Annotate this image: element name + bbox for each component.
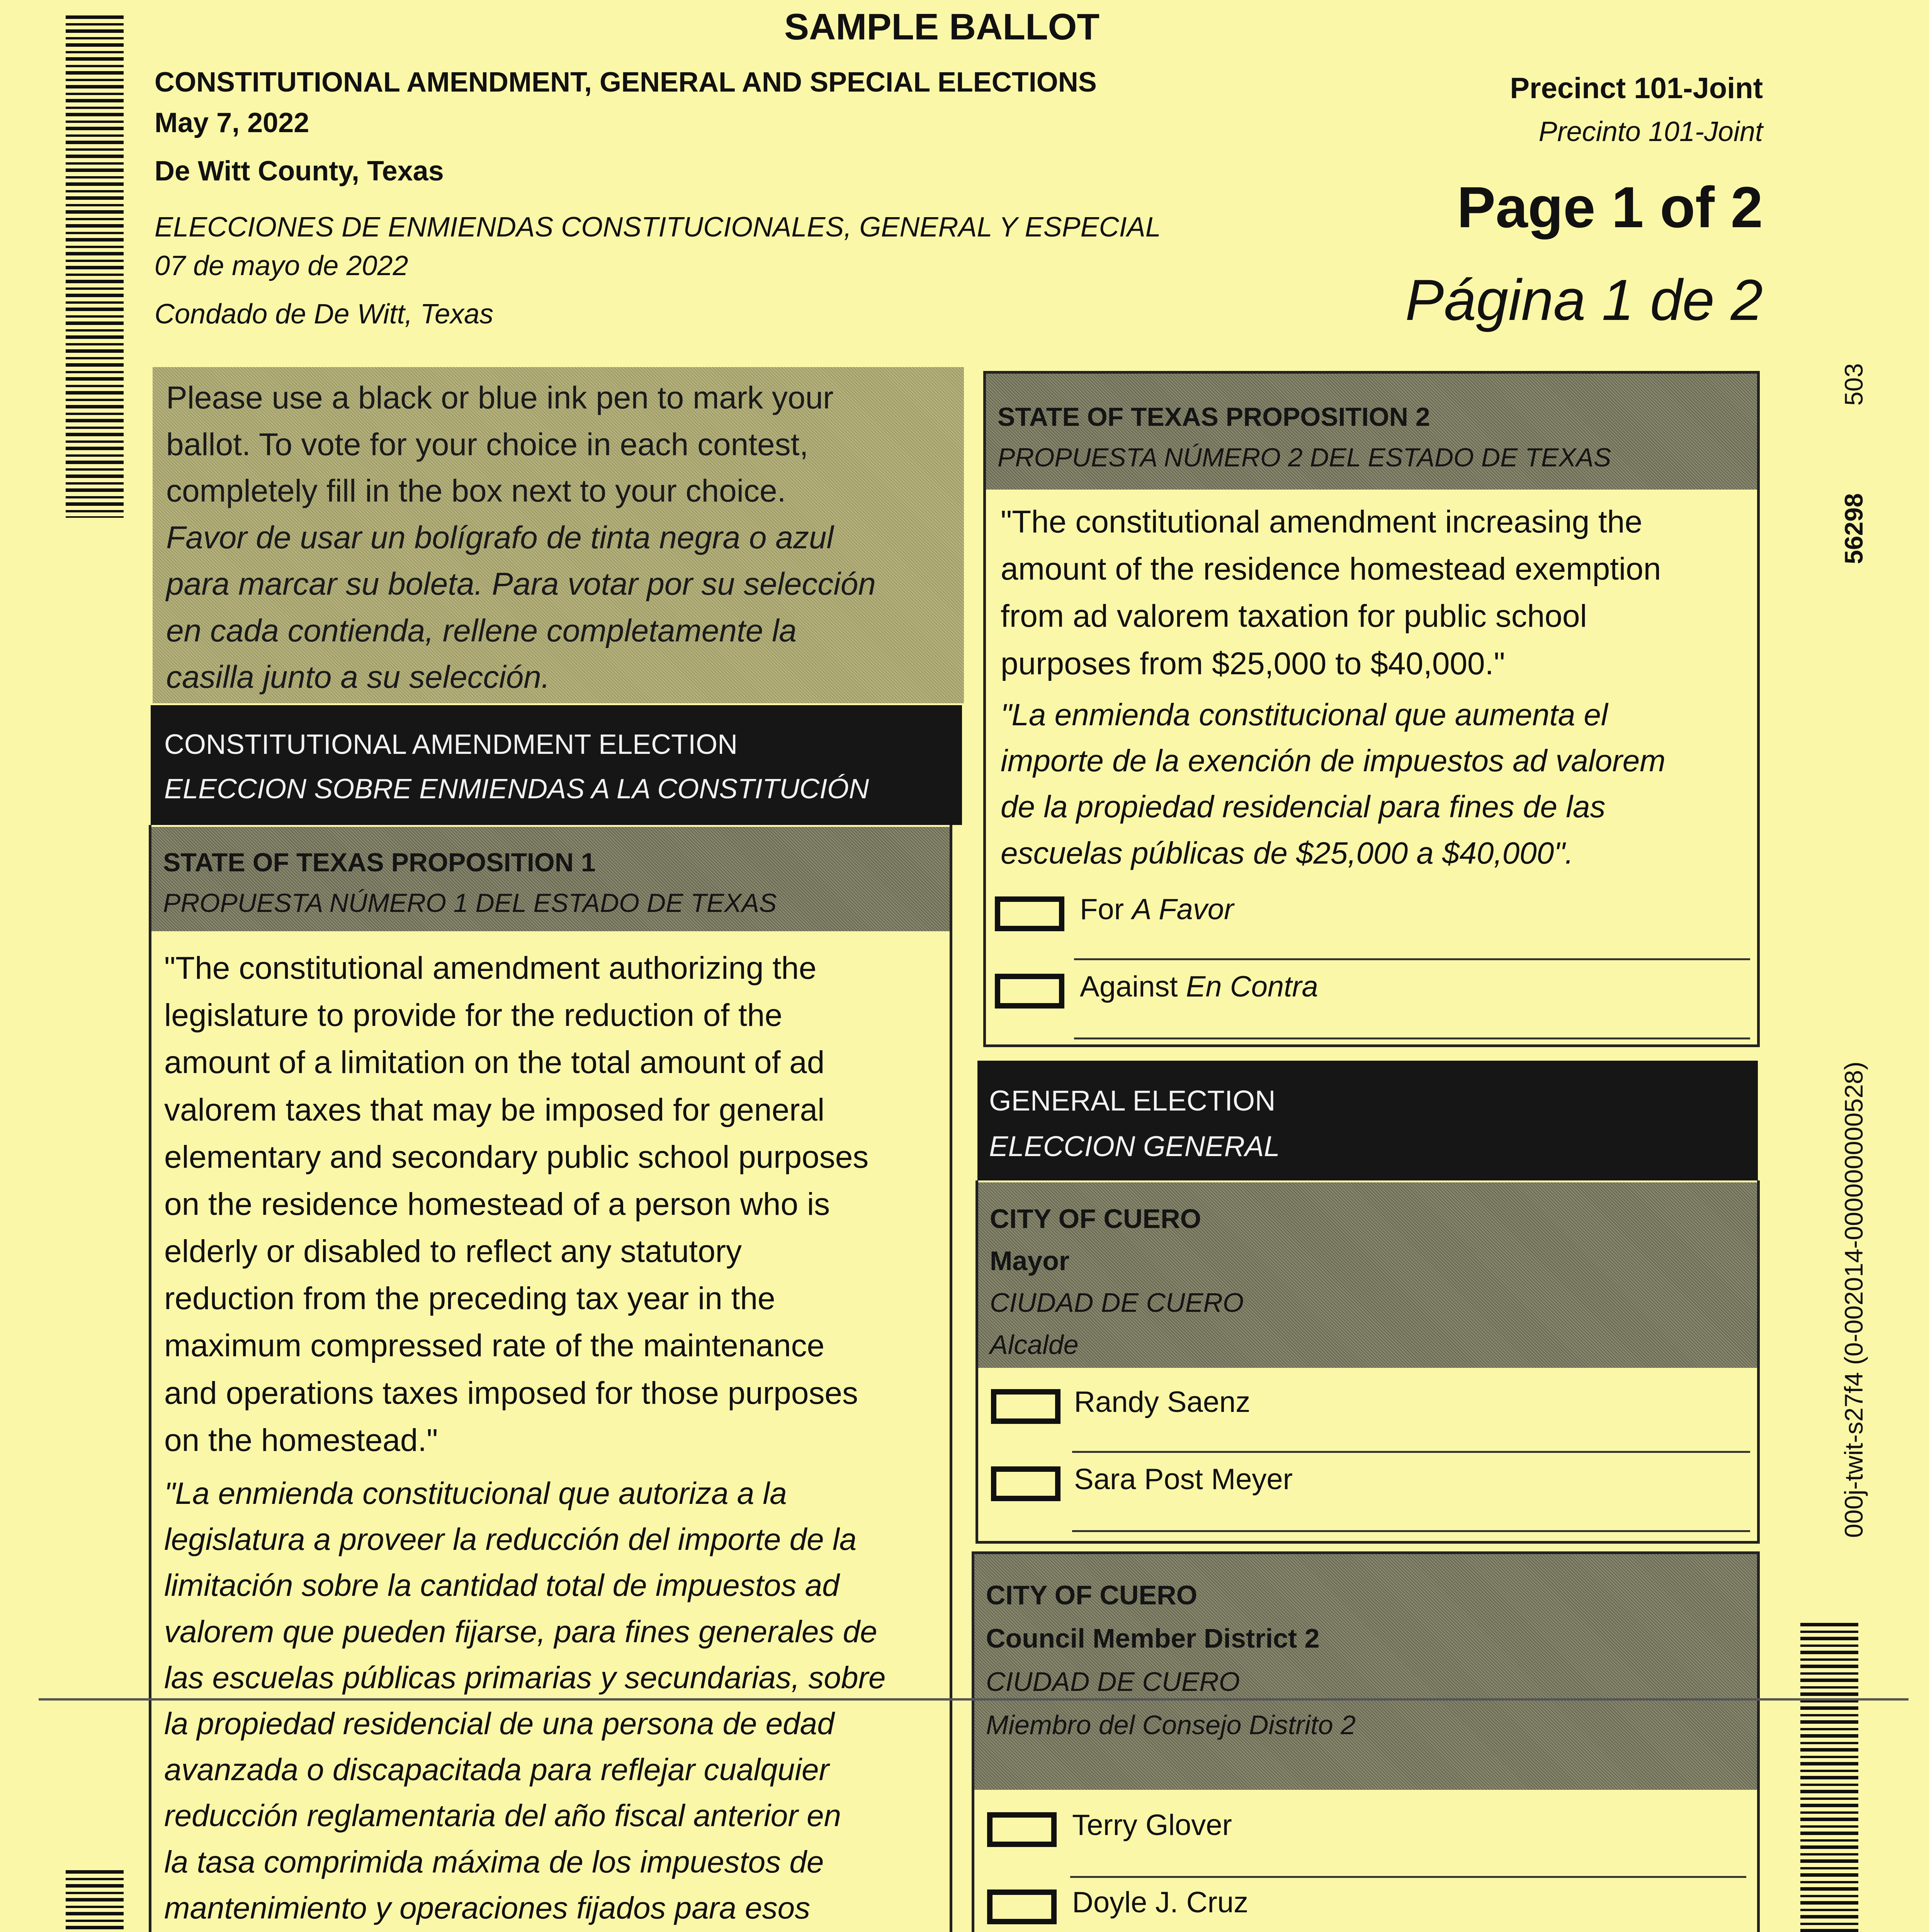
prop1-text-es: "La enmienda constitucional que autoriza a la legislatura a proveer la reducción del importe de la limitación sobre la cantidad total de impuestos ad valorem que pueden fijarse, para fines generales de las escuelas públicas primarias y secundarias, sobre la propiedad residencial de una persona de edad avanzada o discapacitada para reflejar cualquier reducción reglamentaria del año fiscal anterior en la tasa comprimida máxima de los impuestos de mantenimiento y operaciones fijados para esos <box>164 1476 886 1925</box>
constitutional-election-header <box>151 705 962 825</box>
mayor-header <box>978 1182 1757 1368</box>
council-header <box>974 1554 1757 1790</box>
prop1-text-en: "The constitutional amendment authorizing the legislature to provide for the reduction of the amount of a limitation on the total amount of ad valorem taxes that may be imposed for general elementary and secondary public school purposes on the residence homestead of a person who is elderly or disabled to reflect any statutory reduction from the preceding tax year in the maximum compressed rate of the maintenance and operations taxes imposed for those purposes on the homestead." <box>164 951 869 1458</box>
mayor-candidate-2-checkbox[interactable] <box>991 1466 1061 1501</box>
prop2-header <box>986 374 1757 490</box>
general-election-title: GENERAL ELECTION <box>989 1085 1276 1117</box>
mayor-office-es: Alcalde <box>990 1329 1079 1360</box>
header-election-name: CONSTITUTIONAL AMENDMENT, GENERAL AND SPECIAL ELECTIONS <box>155 67 1097 98</box>
barcode-right <box>1800 1623 1858 1932</box>
council-candidate-2-checkbox[interactable] <box>987 1889 1057 1924</box>
prop1-header <box>151 827 950 931</box>
scan-line-middle <box>39 1698 1909 1701</box>
ballot-title: SAMPLE BALLOT <box>784 6 1100 48</box>
mayor-city-es: CIUDAD DE CUERO <box>990 1287 1244 1318</box>
prop2-for-label: For A Favor <box>1080 893 1234 926</box>
mayor-candidate-2-line <box>1072 1530 1750 1532</box>
prop2-against-checkbox[interactable] <box>995 974 1064 1009</box>
prop2-against-line <box>1074 1037 1750 1039</box>
header-date-es: 07 de mayo de 2022 <box>155 250 408 281</box>
side-ballot-code: 000j-twit-s27f4 (0-002014-000000000528) <box>1839 1061 1868 1538</box>
page-number-es: Página 1 de 2 <box>1405 267 1763 332</box>
general-election-header <box>977 1061 1758 1180</box>
prop2-title-es: PROPUESTA NÚMERO 2 DEL ESTADO DE TEXAS <box>998 443 1611 473</box>
prop2-text-es: "La enmienda constitucional que aumenta el importe de la exención de impuestos ad valorem de la propiedad residencial para fines de las escuelas públicas de $25,000 a $40,000". <box>1001 697 1666 870</box>
prop2-against-label: Against En Contra <box>1080 970 1318 1003</box>
side-code-56298: 56298 <box>1839 493 1868 564</box>
council-candidate-1-checkbox[interactable] <box>987 1812 1057 1847</box>
mayor-office: Mayor <box>990 1245 1070 1276</box>
voting-instructions: Please use a black or blue ink pen to mark your ballot. To vote for your choice in each contest, completely fill in the box next to your choice. Favor de usar un bolígrafo de tinta negra o azul para marcar su boleta. Para votar por su selección en cada contienda, rellene completamente la casilla junto a su selección. <box>153 367 964 703</box>
prop2-for-line <box>1074 958 1750 960</box>
constitutional-election-title-es: ELECCION SOBRE ENMIENDAS A LA CONSTITUCIÓN <box>164 774 869 805</box>
prop2-for-checkbox[interactable] <box>995 896 1064 931</box>
council-candidate-1-label: Terry Glover <box>1072 1809 1232 1842</box>
header-county-es: Condado de De Witt, Texas <box>155 299 494 330</box>
council-candidate-2-label: Doyle J. Cruz <box>1072 1886 1249 1919</box>
mayor-candidate-1-label: Randy Saenz <box>1074 1386 1251 1418</box>
council-city-es: CIUDAD DE CUERO <box>986 1667 1240 1697</box>
barcode-bottom-left <box>66 1870 124 1932</box>
side-code-503: 503 <box>1839 363 1868 406</box>
prop1-title-es: PROPUESTA NÚMERO 1 DEL ESTADO DE TEXAS <box>163 888 777 918</box>
prop1-title: STATE OF TEXAS PROPOSITION 1 <box>163 848 596 877</box>
mayor-city: CITY OF CUERO <box>990 1204 1202 1234</box>
header-county: De Witt County, Texas <box>155 156 444 187</box>
barcode-top-left <box>66 15 124 518</box>
precinct: Precinct 101-Joint <box>1510 72 1763 105</box>
general-election-title-es: ELECCION GENERAL <box>989 1130 1280 1163</box>
prop2-title: STATE OF TEXAS PROPOSITION 2 <box>998 402 1430 432</box>
header-election-name-es: ELECCIONES DE ENMIENDAS CONSTITUCIONALES, GENERAL Y ESPECIAL <box>155 212 1161 243</box>
precinct-es: Precinto 101-Joint <box>1538 116 1763 147</box>
prop2-text-en: "The constitutional amendment increasing the amount of the residence homestead exemption from ad valorem taxation for public school purposes from $25,000 to $40,000." <box>1001 504 1661 681</box>
constitutional-election-title: CONSTITUTIONAL AMENDMENT ELECTION <box>164 729 738 760</box>
mayor-candidate-1-line <box>1072 1451 1750 1453</box>
mayor-candidate-2-label: Sara Post Meyer <box>1074 1463 1293 1496</box>
page-number: Page 1 of 2 <box>1457 175 1763 240</box>
council-office-es: Miembro del Consejo Distrito 2 <box>986 1710 1356 1740</box>
mayor-candidate-1-checkbox[interactable] <box>991 1389 1061 1424</box>
council-candidate-1-line <box>1070 1876 1746 1878</box>
council-city: CITY OF CUERO <box>986 1580 1198 1610</box>
council-office: Council Member District 2 <box>986 1623 1320 1653</box>
header-date: May 7, 2022 <box>155 107 309 138</box>
